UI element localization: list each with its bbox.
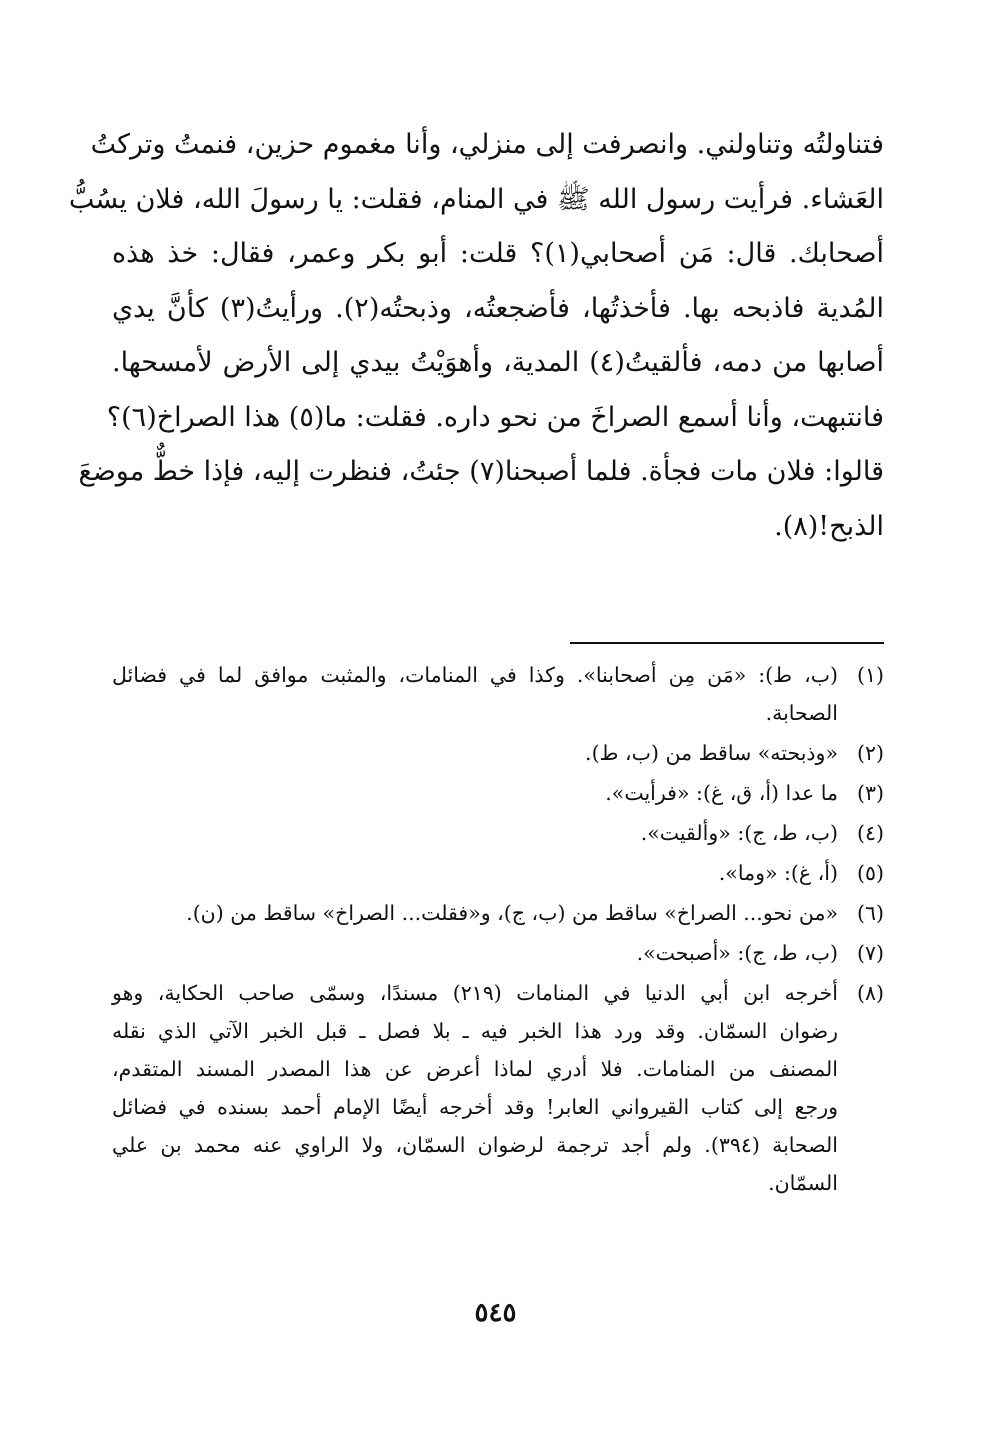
footnote-line: (ب، ط، ج): «وألقيت». bbox=[640, 821, 838, 845]
footnote-item bbox=[112, 774, 884, 812]
footnote-item bbox=[112, 974, 884, 1202]
footnote-line: الصحابة. bbox=[765, 701, 838, 725]
main-text-line: فانتبهت، وأنا أسمع الصراخَ من نحو داره. فقلت: ما(٥) هذا الصراخ(٦)؟ bbox=[106, 401, 884, 433]
footnote-line: ما عدا (أ، ق، غ): «فرأيت». bbox=[605, 781, 838, 805]
footnote-body bbox=[112, 656, 838, 732]
footnote-body bbox=[112, 734, 838, 772]
footnote-line: (ب، ط، ج): «أصبحت». bbox=[636, 941, 838, 965]
footnote-item bbox=[112, 894, 884, 932]
footnote-line: السمّان. bbox=[768, 1171, 838, 1195]
footnote-item bbox=[112, 814, 884, 852]
page-number: ٥٤٥ bbox=[474, 1298, 517, 1328]
footnote-item bbox=[112, 934, 884, 972]
main-text-line: قالوا: فلان مات فجأة. فلما أصبحنا(٧) جئتُ، فنظرت إليه، فإذا خطٌّ موضعَ bbox=[78, 456, 884, 487]
footnote-line: رضوان السمّان. وقد ورد هذا الخبر فيه ـ بلا فصل ـ قبل الخبر الآتي الذي نقله bbox=[112, 1019, 838, 1043]
footnote-divider bbox=[570, 642, 884, 644]
footnote-item bbox=[112, 656, 884, 732]
footnote-number: (٧) bbox=[856, 941, 884, 965]
footnote-line: المصنف من المنامات. فلا أدري لماذا أعرض عن هذا المصدر المسند المتقدم، bbox=[112, 1057, 838, 1081]
main-text-block bbox=[68, 118, 884, 554]
footnote-body bbox=[112, 774, 838, 812]
footnote-number: (١) bbox=[856, 663, 884, 687]
main-text-line: المُدية فاذبحه بها. فأخذتُها، فأضجعتُه، وذبحتُه(٢). ورأيتُ(٣) كأنَّ يدي bbox=[112, 292, 884, 324]
footnotes-block bbox=[112, 656, 884, 1204]
footnote-line: ورجع إلى كتاب القيرواني العابر! وقد أخرجه أيضًا الإمام أحمد بسنده في فضائل bbox=[112, 1095, 838, 1119]
footnote-line: أخرجه ابن أبي الدنيا في المنامات (٢١٩) مسندًا، وسمّى صاحب الحكاية، وهو bbox=[112, 981, 838, 1005]
footnote-body bbox=[112, 814, 838, 852]
main-text-line: الذبح!(٨). bbox=[774, 510, 884, 542]
footnote-number: (٥) bbox=[856, 861, 884, 885]
footnote-body bbox=[112, 934, 838, 972]
main-text-line: أصابها من دمه، فألقيتُ(٤) المدية، وأهوَيْتُ بيدي إلى الأرض لأمسحها. bbox=[112, 347, 884, 378]
footnote-number: (٦) bbox=[856, 901, 884, 925]
footnote-number: (٨) bbox=[856, 981, 884, 1005]
footnote-body bbox=[112, 854, 838, 892]
footnote-number: (٢) bbox=[856, 741, 884, 765]
footnote-line: (أ، غ): «وما». bbox=[718, 861, 838, 885]
footnote-item bbox=[112, 734, 884, 772]
footnote-line: «من نحو... الصراخ» ساقط من (ب، ج)، و«فقلت... الصراخ» ساقط من (ن). bbox=[186, 901, 838, 925]
footnote-number: (٣) bbox=[856, 781, 884, 805]
main-text-line: أصحابك. قال: مَن أصحابي(١)؟ قلت: أبو بكر وعمر، فقال: خذ هذه bbox=[112, 238, 884, 269]
footnote-line: (ب، ط): «مَن مِن أصحابنا». وكذا في المنامات، والمثبت موافق لما في فضائل bbox=[112, 663, 838, 687]
footnote-line: «وذبحته» ساقط من (ب، ط). bbox=[585, 741, 838, 765]
footnote-body bbox=[112, 974, 838, 1202]
footnote-item bbox=[112, 854, 884, 892]
main-text-line: العَشاء. فرأيت رسول الله ﷺ في المنام، فقلت: يا رسولَ الله، فلان يسُبُّ bbox=[68, 183, 884, 215]
main-text-line: فتناولتُه وتناولني. وانصرفت إلى منزلي، وأنا مغموم حزين، فنمتُ وتركتُ bbox=[90, 129, 884, 160]
footnote-line: الصحابة (٣٩٤). ولم أجد ترجمة لرضوان السمّان، ولا الراوي عنه محمد بن علي bbox=[112, 1133, 838, 1157]
footnote-number: (٤) bbox=[856, 821, 884, 845]
footnote-body bbox=[112, 894, 838, 932]
